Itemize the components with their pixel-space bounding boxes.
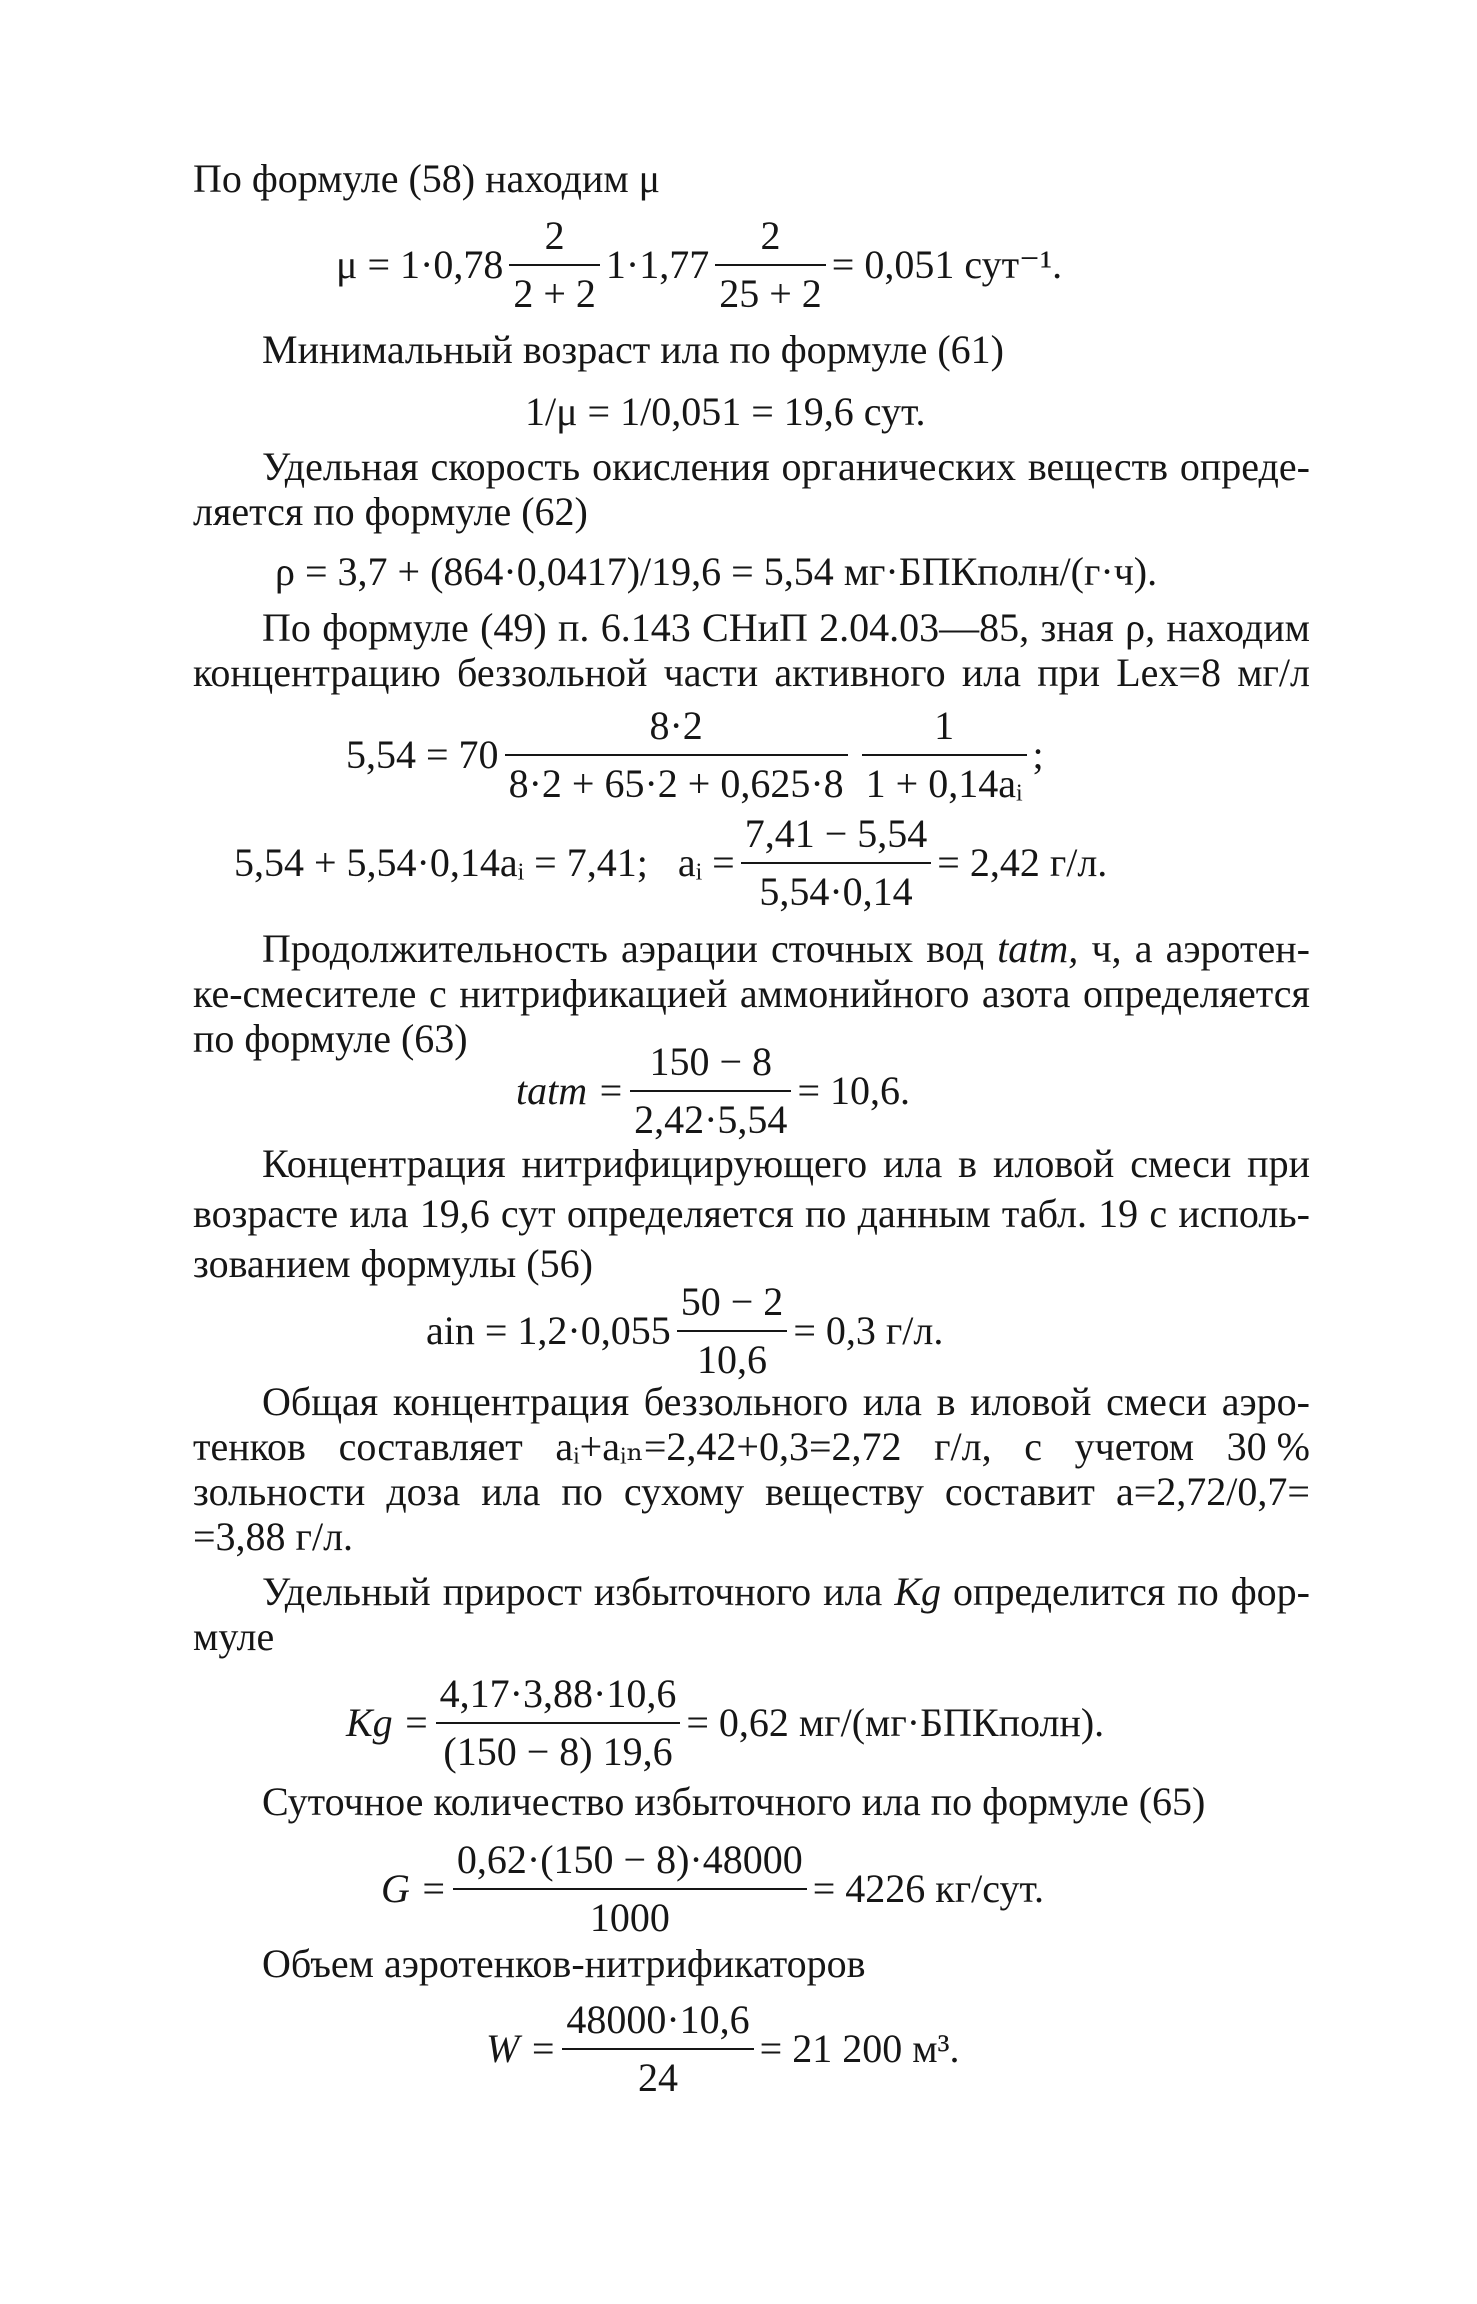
word: азота [981,971,1071,1016]
paragraph-line-justified [262,1568,1310,1616]
word: Общая [262,1379,379,1424]
word: веществу [765,1469,924,1514]
fraction [741,810,932,916]
fraction-denominator: 10,6 [697,1337,768,1382]
word: аэротен- [1165,926,1310,971]
word: органических [781,444,1016,489]
word: беззольной [457,650,648,695]
formula-rhs: = 10,6. [797,1068,910,1113]
word: беззольного [643,1379,849,1424]
word: ила [961,650,1021,695]
word: определяется [1082,971,1310,1016]
paragraph-line: Минимальный возраст ила по формуле (61) [262,327,1004,372]
formula-lhs: tatm = [516,1068,625,1113]
word: ила [481,1469,541,1514]
fraction-numerator: 7,41 − 5,54 [741,810,932,864]
fraction [509,212,600,318]
formula-lhs: Kg = [346,1700,430,1745]
formula-lhs: 5,54 + 5,54·0,14aᵢ = 7,41; aᵢ = [234,840,735,885]
paragraph-line-justified [193,649,1310,697]
word: по [805,1191,847,1236]
word: a=2,72/0,7= [1115,1469,1310,1514]
paragraph-line-justified [262,1140,1310,1188]
word: нитрификацией [459,971,728,1016]
word: определится [953,1569,1166,1614]
fraction-numerator: 2 [715,212,826,266]
word: в [958,1141,978,1186]
formula-rhs: = 21 200 м³. [759,2026,960,2071]
fraction [453,1836,807,1942]
paragraph-line: по формуле (63) [193,1016,468,1061]
word: г/л, [934,1424,992,1469]
fraction [630,1038,791,1144]
fraction [505,702,848,808]
fraction-denominator: 2,42·5,54 [634,1097,788,1142]
word: ила [883,1141,943,1186]
word: возрасте [193,1191,339,1236]
word: Удельная [262,444,419,489]
fraction-denominator: 1 + 0,14aᵢ [865,761,1023,806]
formula-min-age: 1/μ = 1/0,051 = 19,6 сут. [525,389,926,434]
formula-w [480,1996,1120,2102]
paragraph-line-justified [262,925,1310,973]
paragraph-line: Суточное количество избыточного ила по формуле (65) [262,1779,1206,1824]
word: aᵢ+aᵢₙ=2,42+0,3=2,72 [555,1424,902,1469]
word: концентрацию [193,650,441,695]
formula-lhs: G = [381,1866,447,1911]
paragraph-line-justified [262,604,1310,652]
paragraph-line-justified [193,1190,1310,1238]
word: ила [349,1191,409,1236]
word: определяется [566,1191,794,1236]
fraction-denominator: 5,54·0,14 [759,869,913,914]
formula-tatm [510,1038,1030,1144]
formula-rhs: = 0,051 сут⁻¹. [831,242,1063,287]
word: табл. [1001,1191,1087,1236]
word: с [1149,1191,1168,1236]
fraction-numerator: 1 [862,702,1027,756]
formula-term: 1·1,77 [605,242,710,287]
word: ке-смесителе [193,971,417,1016]
word: данным [857,1191,991,1236]
word: СНиП [702,605,808,650]
formula-lhs: 5,54 = 70 [346,732,499,777]
word: ила [862,1379,922,1424]
word: сухому [623,1469,745,1514]
word: активного [774,650,946,695]
paragraph-line: зованием формулы (56) [193,1241,593,1286]
fraction-denominator: 8·2 + 65·2 + 0,625·8 [508,761,844,806]
word: иловой [970,1379,1092,1424]
word: Kg [894,1569,941,1614]
word: мг/л [1237,650,1310,695]
word: исполь- [1178,1191,1310,1236]
word: п. [558,605,590,650]
word: аэро- [1221,1379,1310,1424]
word: 6.143 [600,605,691,650]
paragraph-line-justified [262,443,1310,491]
formula-rhs: = 2,42 г/л. [937,840,1108,885]
word: концентрация [392,1379,630,1424]
paragraph-line-justified [193,1423,1310,1471]
fraction-numerator: 50 − 2 [677,1278,788,1332]
word: 2.04.03—85, [819,605,1030,650]
word: а [1134,926,1153,971]
word: фор- [1230,1569,1310,1614]
paragraph-line: муле [193,1614,275,1659]
word: веществ [1027,444,1168,489]
word: скорость [430,444,581,489]
word: ρ, [1125,605,1156,650]
word: Удельный [262,1569,431,1614]
fraction-denominator: 2 + 2 [513,271,596,316]
word: смеси [1106,1379,1208,1424]
word: аммонийного [739,971,970,1016]
word: Lex=8 [1116,650,1221,695]
formula-rhs: = 0,3 г/л. [793,1308,944,1353]
word: нитрифицирующего [521,1141,868,1186]
formula-kg [340,1670,1220,1776]
word: по [561,1469,603,1514]
formula-mu [330,212,1150,318]
word: прирост [442,1569,582,1614]
paragraph-line-justified [193,1468,1310,1516]
formula-rhs: = 4226 кг/сут. [812,1866,1044,1911]
word: сут [500,1191,556,1236]
word: Концентрация [262,1141,506,1186]
word: с [1024,1424,1043,1469]
paragraph-line: Объем аэротенков-нитрификаторов [262,1941,866,1986]
paragraph-line-justified [262,1378,1310,1426]
word: смеси [1130,1141,1232,1186]
word: тенков [193,1424,306,1469]
word: tatm, [997,926,1079,971]
word: вод [926,926,985,971]
word: аэрации [621,926,758,971]
formula-g [375,1836,1175,1942]
formula-rhs: ; [1032,732,1044,777]
formula-lhs: W = [486,2026,557,2071]
formula-concentration [340,702,1160,808]
word: составляет [338,1424,523,1469]
formula-rhs: = 0,62 мг/(мг·БПКполн). [686,1700,1105,1745]
word: 30 % [1226,1424,1310,1469]
word: 19,6 [419,1191,490,1236]
word: по [1177,1569,1219,1614]
word: находим [1166,605,1310,650]
word: ила [823,1569,883,1614]
formula-ain [420,1278,1140,1384]
word: сточных [771,926,914,971]
word: доза [386,1469,461,1514]
word: По [262,605,311,650]
formula-lhs: μ = 1·0,78 [336,242,504,287]
word: при [1247,1141,1310,1186]
paragraph-line-justified [193,970,1310,1018]
word: опреде- [1179,444,1310,489]
fraction [677,1278,788,1384]
word: части [663,650,759,695]
fraction-numerator: 0,62·(150 − 8)·48000 [453,1836,807,1890]
fraction-denominator: (150 − 8) 19,6 [443,1729,673,1774]
word: Продолжительность [262,926,608,971]
paragraph-line: =3,88 г/л. [193,1514,354,1559]
word: 19 [1098,1191,1139,1236]
formula-ai [228,810,1308,916]
word: (49) [480,605,547,650]
fraction-numerator: 2 [509,212,600,266]
paragraph-line: По формуле (58) находим μ [193,156,661,201]
word: иловой [992,1141,1115,1186]
word: учетом [1074,1424,1195,1469]
formula-lhs: ain = 1,2·0,055 [426,1308,671,1353]
word: в [936,1379,956,1424]
fraction-numerator: 8·2 [505,702,848,756]
word: составит [944,1469,1095,1514]
word: зольности [193,1469,366,1514]
fraction-numerator: 48000·10,6 [562,1996,753,2050]
fraction-numerator: 150 − 8 [630,1038,791,1092]
fraction [715,212,826,318]
word: зная [1040,605,1114,650]
word: с [428,971,447,1016]
word: при [1037,650,1101,695]
fraction-denominator: 25 + 2 [719,271,822,316]
fraction-denominator: 1000 [589,1895,670,1940]
paragraph-line: ляется по формуле (62) [193,489,588,534]
fraction [862,702,1027,808]
word: избыточного [593,1569,812,1614]
word: ч, [1091,926,1122,971]
formula-rho: ρ = 3,7 + (864·0,0417)/19,6 = 5,54 мг·БПКполн/(г·ч). [275,549,1158,594]
fraction-denominator: 24 [637,2055,678,2100]
fraction [436,1670,681,1776]
fraction [562,1996,753,2102]
fraction-numerator: 4,17·3,88·10,6 [436,1670,681,1724]
word: окисления [592,444,770,489]
word: формуле [322,605,469,650]
